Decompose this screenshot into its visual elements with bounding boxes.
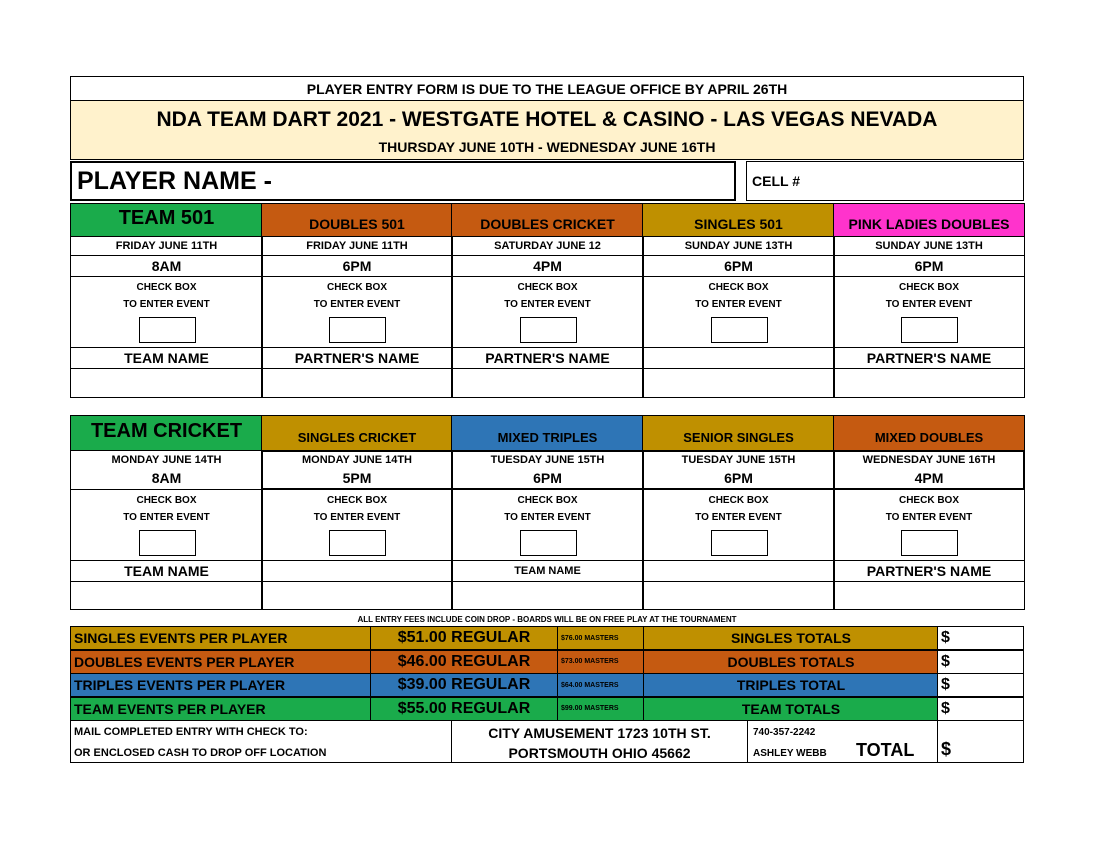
entry-name-label: PARTNER'S NAME [261,347,453,369]
entry-name-label: TEAM NAME [70,347,263,369]
entry-name-label: PARTNER'S NAME [833,347,1025,369]
check-instruction-1: CHECK BOX [708,281,769,293]
event-time: 5PM [342,470,372,486]
check-instruction-2: TO ENTER EVENT [123,298,210,310]
event-day-time [833,450,1025,490]
check-area [70,489,263,561]
entry-name-field[interactable] [451,581,644,610]
fee-total-dollar: $ [941,629,950,646]
entry-checkbox[interactable] [139,530,196,556]
event-day: SATURDAY JUNE 12 [451,236,644,256]
entry-name-field[interactable] [642,581,835,610]
event-time: 6PM [261,255,453,277]
check-area [70,276,263,348]
fee-masters-price: $64.00 MASTERS [558,674,644,696]
player-name-label: PLAYER NAME - [77,166,272,195]
check-instruction-2: TO ENTER EVENT [313,298,401,310]
check-area [261,489,453,561]
event-header: DOUBLES 501 [261,203,453,237]
event-day-time [70,450,263,490]
mail-line-2: OR ENCLOSED CASH TO DROP OFF LOCATION [74,747,327,759]
fee-total-field[interactable] [937,650,1024,674]
check-instruction-2: TO ENTER EVENT [695,298,782,310]
check-instruction-1: CHECK BOX [898,281,959,293]
check-instruction-2: TO ENTER EVENT [885,298,973,310]
event-day: MONDAY JUNE 14TH [301,454,413,466]
fee-row-label: TEAM EVENTS PER PLAYER [74,700,266,717]
event-header: SINGLES CRICKET [261,415,453,451]
event-header: SINGLES 501 [642,203,835,237]
check-area [833,489,1025,561]
fee-masters-price: $73.00 MASTERS [558,651,644,673]
entry-name-field[interactable] [451,368,644,398]
event-day: TUESDAY JUNE 15TH [681,454,796,466]
tournament-title: NDA TEAM DART 2021 - WESTGATE HOTEL & CASINO - LAS VEGAS NEVADA [156,108,938,131]
mail-contact [747,720,938,763]
fee-total-dollar: $ [941,652,950,670]
mail-line-1: MAIL COMPLETED ENTRY WITH CHECK TO: [74,726,308,738]
entry-checkbox[interactable] [329,530,386,556]
address-line-1: CITY AMUSEMENT 1723 10TH ST. [488,725,711,741]
tournament-dates: THURSDAY JUNE 10TH - WEDNESDAY JUNE 16TH [378,139,716,155]
event-day: SUNDAY JUNE 13TH [642,236,835,256]
check-instruction-2: TO ENTER EVENT [123,511,210,523]
entry-name-label [642,347,835,369]
check-instruction-1: CHECK BOX [136,281,197,293]
entry-checkbox[interactable] [520,530,577,556]
fee-row-label: DOUBLES EVENTS PER PLAYER [74,653,295,670]
event-header: MIXED TRIPLES [451,415,644,451]
event-header: PINK LADIES DOUBLES [833,203,1025,237]
check-area [642,276,835,348]
check-instruction-2: TO ENTER EVENT [504,298,591,310]
check-instruction-1: CHECK BOX [517,281,578,293]
entry-checkbox[interactable] [711,317,768,343]
cell-number-label: CELL # [752,173,800,189]
fee-regular-price: $51.00 REGULAR [370,627,558,649]
event-header: TEAM 501 [70,203,263,237]
entry-checkbox[interactable] [139,317,196,343]
check-area [261,276,453,348]
entry-name-label [642,560,835,582]
event-time: 8AM [70,255,263,277]
fee-masters-price: $99.00 MASTERS [558,698,644,720]
entry-name-label: PARTNER'S NAME [451,347,644,369]
fee-row [70,673,938,697]
entry-checkbox[interactable] [520,317,577,343]
fee-total-field[interactable] [937,697,1024,721]
check-instruction-1: CHECK BOX [136,494,197,506]
contact-name: ASHLEY WEBB [753,748,827,759]
event-day: TUESDAY JUNE 15TH [490,454,605,466]
mail-instructions [70,720,452,763]
check-instruction-2: TO ENTER EVENT [313,511,401,523]
fee-regular-price: $46.00 REGULAR [370,651,558,673]
entry-name-label: PARTNER'S NAME [833,560,1025,582]
fee-regular-price: $55.00 REGULAR [370,698,558,720]
fee-total-field[interactable] [937,626,1024,650]
grand-total-dollar: $ [941,739,952,759]
fee-total-field[interactable] [937,673,1024,697]
fee-total-label: TRIPLES TOTAL [736,677,846,693]
entry-name-field[interactable] [833,368,1025,398]
check-instruction-1: CHECK BOX [517,494,578,506]
grand-total-field[interactable] [937,720,1024,763]
entry-name-label [261,560,453,582]
entry-checkbox[interactable] [901,530,958,556]
check-instruction-1: CHECK BOX [898,494,959,506]
check-instruction-2: TO ENTER EVENT [695,511,782,523]
check-instruction-1: CHECK BOX [326,494,387,506]
cell-number-field[interactable] [746,161,1024,201]
fee-row-label: TRIPLES EVENTS PER PLAYER [74,677,286,693]
event-time: 6PM [724,470,753,486]
entry-checkbox[interactable] [901,317,958,343]
event-time: 6PM [533,470,562,486]
event-header: DOUBLES CRICKET [451,203,644,237]
fee-regular-price: $39.00 REGULAR [370,674,558,696]
fee-row [70,626,938,650]
grand-total-label: TOTAL [856,740,915,760]
event-time: 6PM [642,255,835,277]
fees-note: ALL ENTRY FEES INCLUDE COIN DROP - BOARDS WILL BE ON FREE PLAY AT THE TOURNAMENT [357,614,737,624]
check-area [451,489,644,561]
check-instruction-2: TO ENTER EVENT [885,511,973,523]
fee-total-label: TEAM TOTALS [741,700,841,717]
fee-row-label: SINGLES EVENTS PER PLAYER [74,630,288,646]
event-day-time [642,450,835,490]
entry-name-field[interactable] [642,368,835,398]
entry-name-field[interactable] [70,368,263,398]
event-day: MONDAY JUNE 14TH [111,454,222,466]
entry-checkbox[interactable] [711,530,768,556]
event-header: SENIOR SINGLES [642,415,835,451]
fee-total-label: DOUBLES TOTALS [727,653,855,670]
entry-name-field[interactable] [261,581,453,610]
fee-total-dollar: $ [941,699,950,717]
check-area [642,489,835,561]
address-line-2: PORTSMOUTH OHIO 45662 [508,745,691,761]
due-date-banner: PLAYER ENTRY FORM IS DUE TO THE LEAGUE OFFICE BY APRIL 26TH [70,76,1024,101]
contact-phone: 740-357-2242 [753,727,816,738]
event-day: WEDNESDAY JUNE 16TH [862,454,996,466]
event-time: 4PM [451,255,644,277]
player-name-field[interactable] [70,161,736,201]
entry-name-field[interactable] [261,368,453,398]
check-instruction-1: CHECK BOX [326,281,387,293]
entry-checkbox[interactable] [329,317,386,343]
check-area [833,276,1025,348]
mail-address [451,720,748,763]
fee-row [70,650,938,674]
event-day: FRIDAY JUNE 11TH [70,236,263,256]
event-header: MIXED DOUBLES [833,415,1025,451]
event-day-time [261,450,453,490]
event-header: TEAM CRICKET [70,415,263,451]
entry-name-label: TEAM NAME [451,560,644,582]
entry-name-field[interactable] [70,581,263,610]
fee-masters-price: $76.00 MASTERS [558,627,644,649]
event-time: 8AM [151,470,182,486]
fee-row [70,697,938,721]
entry-name-label: TEAM NAME [70,560,263,582]
check-instruction-2: TO ENTER EVENT [504,511,591,523]
event-day: SUNDAY JUNE 13TH [833,236,1025,256]
fee-total-dollar: $ [941,676,950,693]
event-time: 6PM [833,255,1025,277]
fee-total-label: SINGLES TOTALS [730,630,852,646]
entry-name-field[interactable] [833,581,1025,610]
check-area [451,276,644,348]
check-instruction-1: CHECK BOX [708,494,769,506]
event-day: FRIDAY JUNE 11TH [261,236,453,256]
title-banner [70,100,1024,160]
event-time: 4PM [914,470,944,486]
event-day-time [451,450,644,490]
